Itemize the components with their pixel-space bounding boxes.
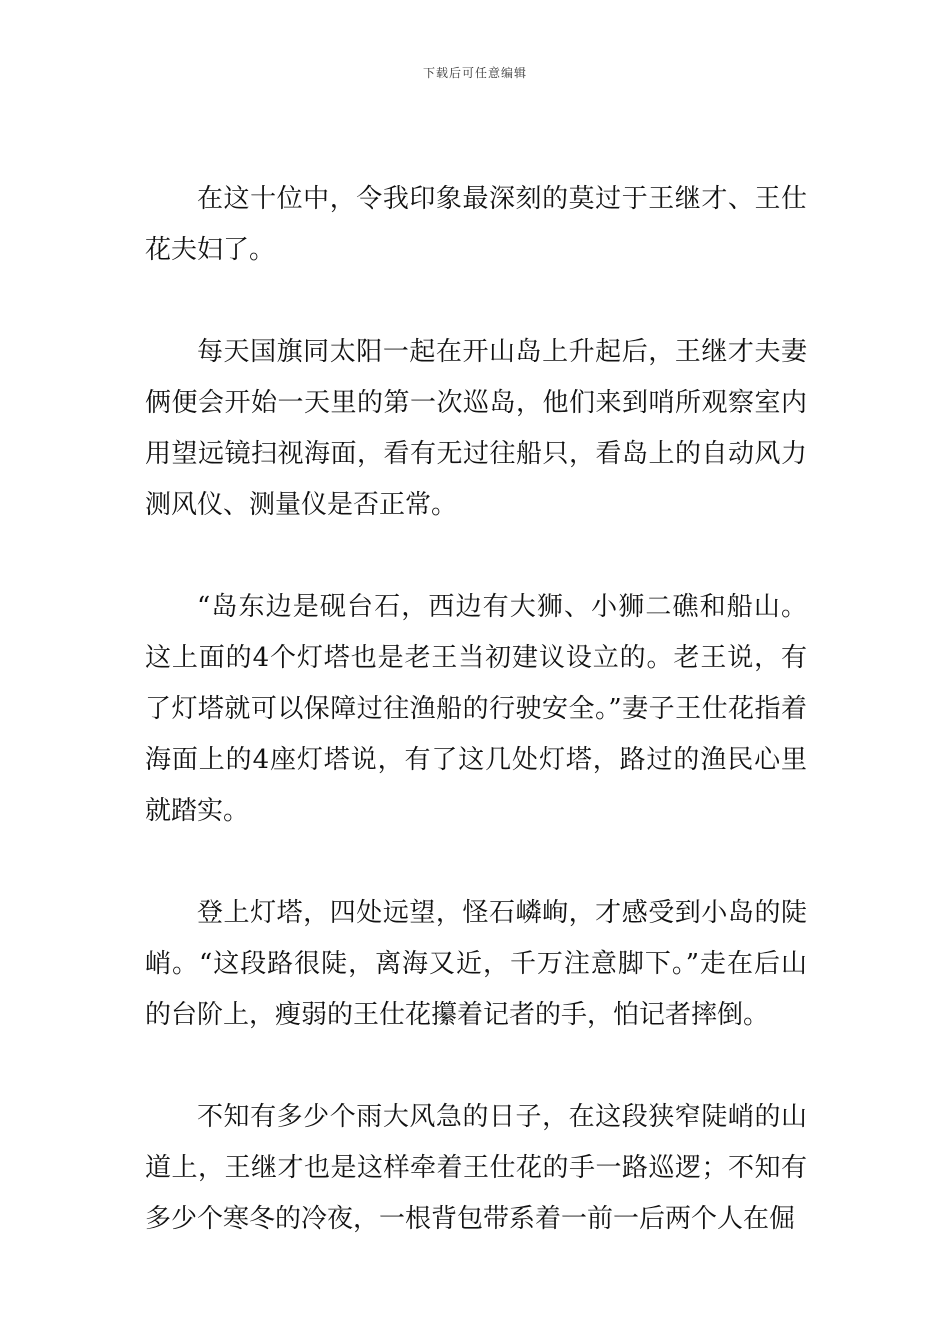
document-body — [145, 174, 807, 1296]
paragraph-3: “岛东边是砚台石，西边有大狮、小狮二礁和船山。这上面的4个灯塔也是老王当初建议设立的。老王说，有了灯塔就可以保障过往渔船的行驶安全。”妻子王仕花指着海面上的4座灯塔说，有了这几处灯塔，路过的渔民心里就踏实。 — [145, 592, 807, 826]
paragraph-2: 每天国旗同太阳一起在开山岛上升起后，王继才夫妻俩便会开始一天里的第一次巡岛，他们来到哨所观察室内用望远镜扫视海面，看有无过往船只，看岛上的自动风力测风仪、测量仪是否正常。 — [145, 337, 807, 520]
paragraph-5: 不知有多少个雨大风急的日子，在这段狭窄陡峭的山道上，王继才也是这样牵着王仕花的手一路巡逻；不知有多少个寒冬的冷夜，一根背包带系着一前一后两个人在倔 — [145, 1102, 807, 1234]
paragraph-1: 在这十位中，令我印象最深刻的莫过于王继才、王仕花夫妇了。 — [145, 184, 807, 265]
page-header-note: 下载后可任意编辑 — [422, 66, 527, 80]
paragraph-4: 登上灯塔，四处远望，怪石嶙峋，才感受到小岛的陡峭。“这段路很陡，离海又近，千万注意脚下。”走在后山的台阶上，瘦弱的王仕花攥着记者的手，怕记者摔倒。 — [145, 898, 807, 1030]
